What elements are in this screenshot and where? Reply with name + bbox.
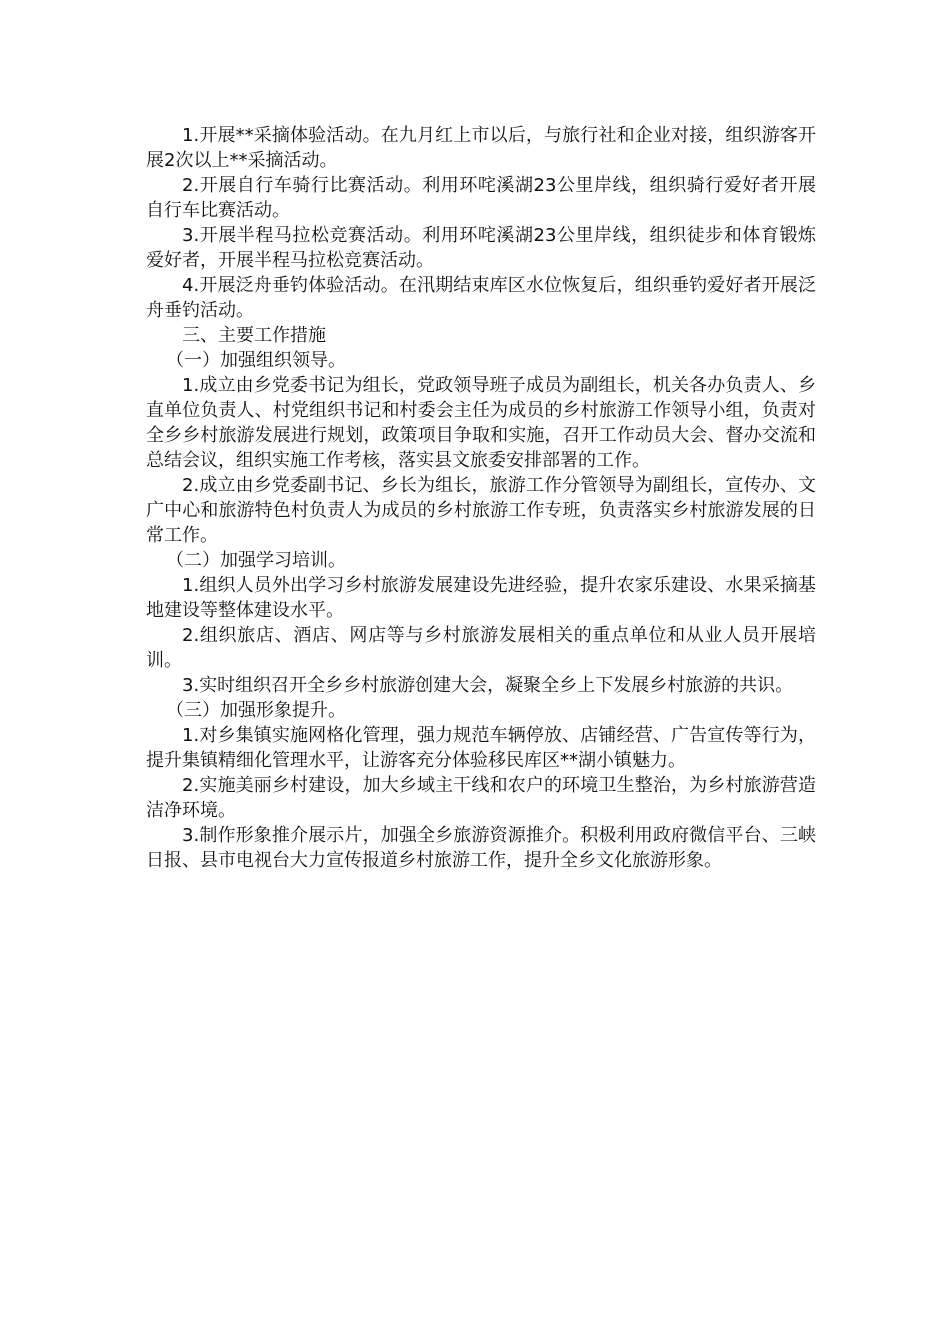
paragraph-staff-training: 2.组织旅店、酒店、网店等与乡村旅游发展相关的重点单位和从业人员开展培训。 (146, 625, 816, 671)
paragraph-activity-half-marathon: 3.开展半程马拉松竞赛活动。利用环咤溪湖23公里岸线，组织徒步和体育锻炼爱好者，开展半程马拉松竞赛活动。 (146, 225, 816, 271)
paragraph-activity-cycling: 2.开展自行车骑行比赛活动。利用环咤溪湖23公里岸线，组织骑行爱好者开展自行车比赛活动。 (146, 175, 816, 221)
paragraph-study-tour: 1.组织人员外出学习乡村旅游发展建设先进经验，提升农家乐建设、水果采摘基地建设等整体建设水平。 (146, 575, 816, 621)
document-body (146, 123, 816, 873)
subheading-image-improvement: （三）加强形象提升。 (166, 700, 346, 721)
paragraph-leading-group: 1.成立由乡党委书记为组长，党政领导班子成员为副组长，机关各办负责人、乡直单位负责人、村党组织书记和村委会主任为成员的乡村旅游工作领导小组，负责对全乡乡村旅游发展进行规划，政策项目争取和实施，召开工作动员大会、督办交流和总结会议，组织实施工作考核，落实县文旅委安排部署的工作。 (146, 375, 816, 471)
paragraph-activity-fishing: 4.开展泛舟垂钓体验活动。在汛期结束库区水位恢复后，组织垂钓爱好者开展泛舟垂钓活动。 (146, 275, 816, 321)
subheading-organization-leadership: （一）加强组织领导。 (166, 350, 346, 371)
paragraph-promotion-film: 3.制作形象推介展示片，加强全乡旅游资源推介。积极利用政府微信平台、三峡日报、县市电视台大力宣传报道乡村旅游工作，提升全乡文化旅游形象。 (146, 825, 816, 871)
paragraph-creation-conference: 3.实时组织召开全乡乡村旅游创建大会，凝聚全乡上下发展乡村旅游的共识。 (182, 675, 794, 696)
paragraph-grid-management: 1.对乡集镇实施网格化管理，强力规范车辆停放、店铺经营、广告宣传等行为，提升集镇精细化管理水平，让游客充分体验移民库区**湖小镇魅力。 (146, 725, 816, 771)
paragraph-work-team: 2.成立由乡党委副书记、乡长为组长，旅游工作分管领导为副组长，宣传办、文广中心和旅游特色村负责人为成员的乡村旅游工作专班，负责落实乡村旅游发展的日常工作。 (146, 475, 816, 546)
paragraph-activity-picking: 1.开展**采摘体验活动。在九月红上市以后，与旅行社和企业对接，组织游客开展2次以上**采摘活动。 (146, 125, 816, 171)
paragraph-beautiful-village: 2.实施美丽乡村建设，加大乡域主干线和农户的环境卫生整治，为乡村旅游营造洁净环境。 (146, 775, 816, 821)
section-heading-main-measures: 三、主要工作措施 (182, 325, 326, 346)
subheading-learning-training: （二）加强学习培训。 (166, 550, 346, 571)
